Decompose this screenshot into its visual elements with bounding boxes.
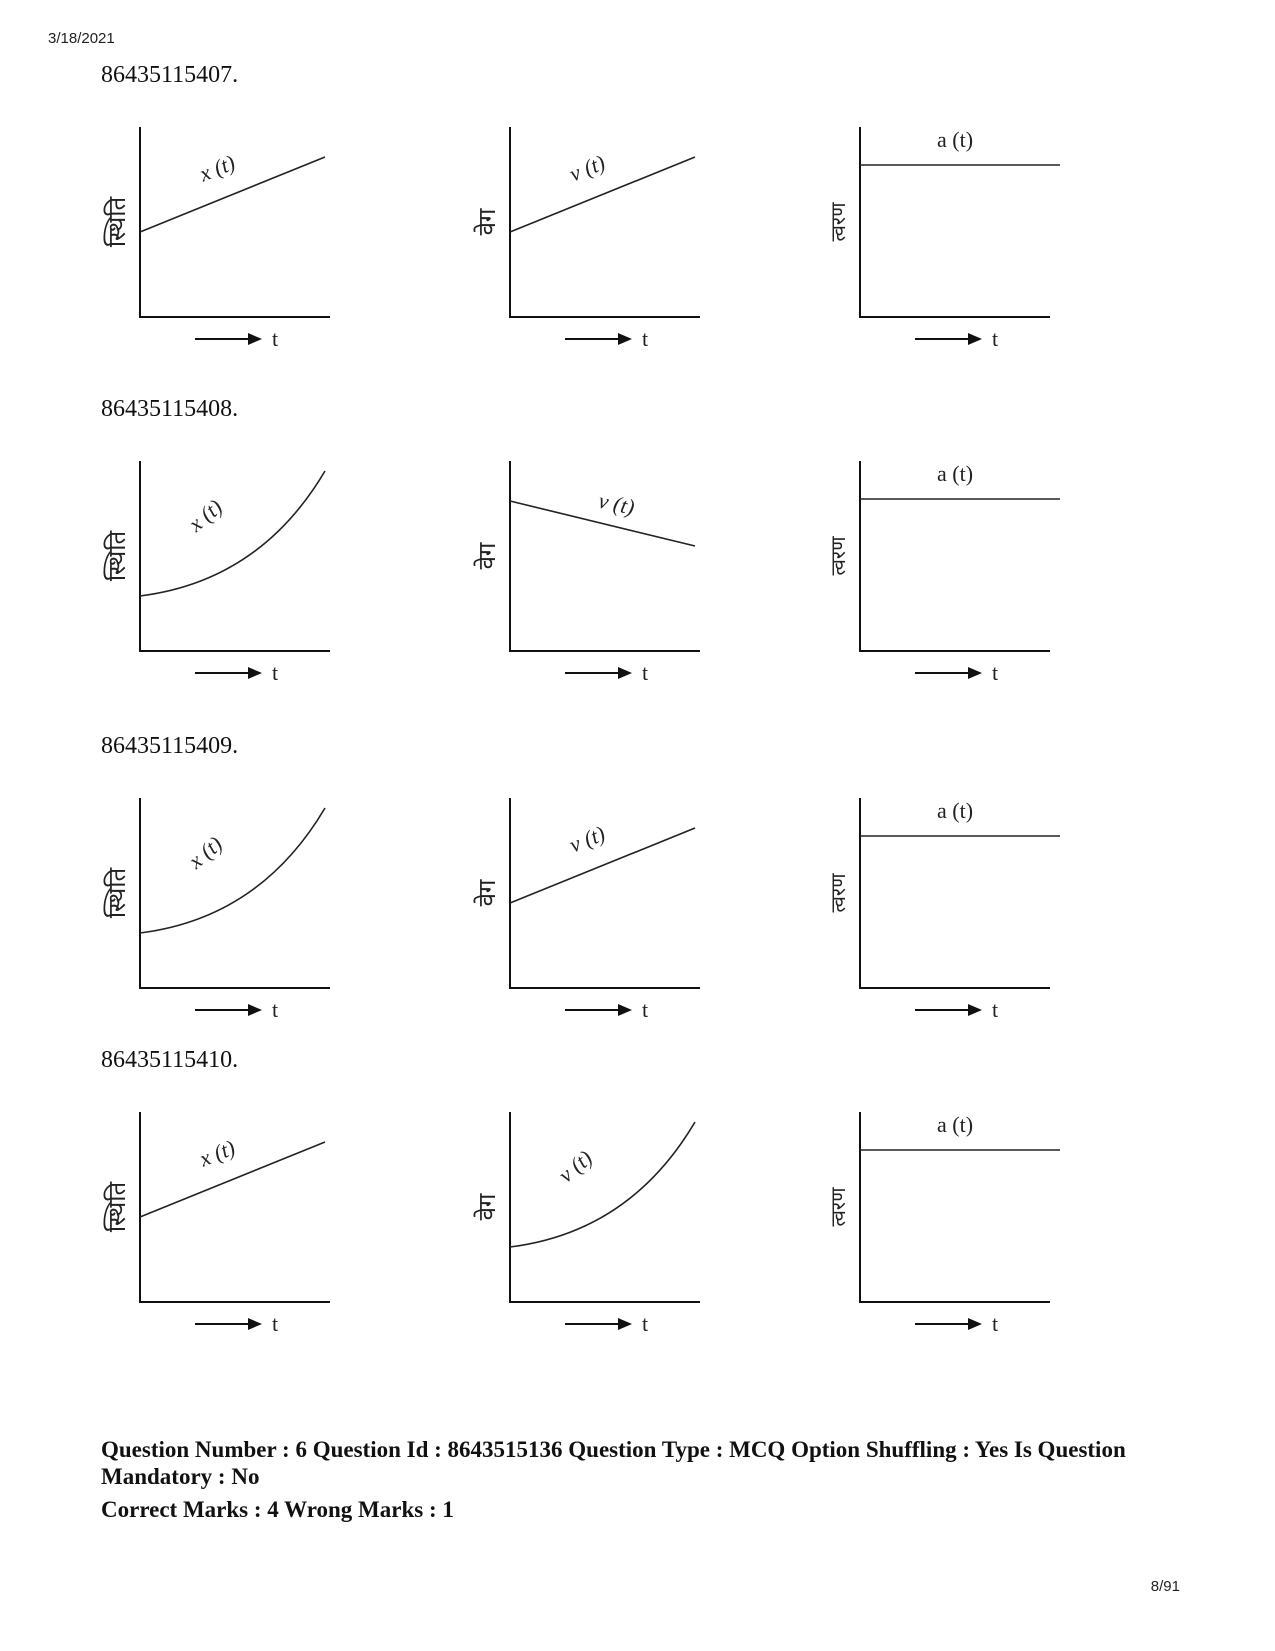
graph-axes: [140, 461, 330, 651]
time-arrow-head: [248, 1004, 262, 1016]
time-axis-label: t: [642, 326, 649, 351]
position-time-graph: [100, 1102, 400, 1347]
question-id-label: Question Id :: [312, 1437, 448, 1462]
graph-axes: [140, 1112, 330, 1302]
graph-axes: [860, 1112, 1050, 1302]
velocity-curve: [510, 1122, 695, 1247]
velocity-curve-label: v (t): [596, 487, 637, 520]
acceleration-time-graph: [820, 117, 1120, 362]
question-number: 6: [295, 1437, 307, 1462]
wrong-marks-label: Wrong Marks :: [284, 1497, 443, 1522]
page-number: 8/91: [1150, 1578, 1180, 1595]
velocity-curve-label: v (t): [565, 820, 609, 858]
time-arrow-head: [618, 667, 632, 679]
velocity-curve-label: v (t): [565, 149, 609, 187]
acceleration-curve-label: a (t): [936, 798, 974, 823]
time-arrow-head: [618, 333, 632, 345]
position-curve: [140, 808, 325, 933]
velocity-time-graph: [470, 451, 770, 696]
option-shuffling-label: Option Shuffling :: [791, 1437, 975, 1462]
velocity-time-graph: [470, 788, 770, 1033]
velocity-curve-label: v (t): [553, 1145, 598, 1188]
correct-marks: 4: [267, 1497, 279, 1522]
graph-axes: [140, 127, 330, 317]
time-axis-label: t: [642, 660, 649, 685]
wrong-marks: 1: [442, 1497, 454, 1522]
question-type: MCQ: [729, 1437, 786, 1462]
question-type-label: Question Type :: [568, 1437, 730, 1462]
time-axis-label: t: [992, 1311, 999, 1336]
question-meta-line-2: [101, 1496, 1131, 1523]
time-arrow-head: [248, 1318, 262, 1330]
position-time-graph: [100, 788, 400, 1033]
option-id: 86435115408.: [101, 396, 239, 422]
position-curve-label: x (t): [195, 1134, 239, 1172]
time-arrow-head: [248, 333, 262, 345]
correct-marks-label: Correct Marks :: [101, 1497, 268, 1522]
question-id: 8643515136: [447, 1437, 563, 1462]
position-time-graph: [100, 117, 400, 362]
time-axis-label: t: [272, 997, 279, 1022]
time-arrow-head: [248, 667, 262, 679]
position-curve-label: x (t): [195, 149, 239, 187]
time-axis-label: t: [272, 1311, 279, 1336]
time-arrow-head: [968, 1004, 982, 1016]
velocity-time-graph: [470, 117, 770, 362]
acceleration-axis-label: त्वरण: [828, 873, 850, 913]
time-arrow-head: [618, 1318, 632, 1330]
question-meta: [101, 1436, 1131, 1529]
option-id: 86435115407.: [101, 62, 239, 88]
time-arrow-head: [968, 1318, 982, 1330]
time-arrow-head: [968, 667, 982, 679]
position-time-graph: [100, 451, 400, 696]
time-axis-label: t: [272, 660, 279, 685]
graph-axes: [510, 1112, 700, 1302]
option-shuffling: Yes: [974, 1437, 1009, 1462]
time-axis-label: t: [992, 660, 999, 685]
graph-axes: [860, 798, 1050, 988]
velocity-axis-label: वेग: [475, 1193, 501, 1221]
acceleration-curve-label: a (t): [936, 461, 974, 486]
time-axis-label: t: [992, 997, 999, 1022]
acceleration-time-graph: [820, 1102, 1120, 1347]
print-date: 3/18/2021: [48, 30, 115, 47]
acceleration-time-graph: [820, 788, 1120, 1033]
acceleration-axis-label: त्वरण: [828, 1187, 850, 1227]
graph-axes: [510, 798, 700, 988]
graph-axes: [860, 461, 1050, 651]
question-number-label: Question Number :: [101, 1437, 296, 1462]
acceleration-axis-label: त्वरण: [828, 536, 850, 576]
mandatory-label: Is Question Mandatory :: [101, 1437, 1126, 1489]
time-axis-label: t: [642, 997, 649, 1022]
graph-axes: [510, 127, 700, 317]
acceleration-curve-label: a (t): [936, 127, 974, 152]
time-axis-label: t: [992, 326, 999, 351]
option-id: 86435115410.: [101, 1047, 239, 1073]
acceleration-axis-label: त्वरण: [828, 202, 850, 242]
position-axis-label: स्थिति: [105, 530, 131, 582]
question-meta-line-1: [101, 1436, 1131, 1490]
position-curve-label: x (t): [183, 494, 228, 537]
position-curve-label: x (t): [183, 831, 228, 874]
acceleration-curve-label: a (t): [936, 1112, 974, 1137]
position-axis-label: स्थिति: [105, 1181, 131, 1233]
velocity-axis-label: वेग: [475, 542, 501, 570]
graph-axes: [860, 127, 1050, 317]
time-arrow-head: [618, 1004, 632, 1016]
option-id: 86435115409.: [101, 733, 239, 759]
graph-axes: [140, 798, 330, 988]
velocity-axis-label: वेग: [475, 208, 501, 236]
position-axis-label: स्थिति: [105, 196, 131, 248]
time-axis-label: t: [272, 326, 279, 351]
time-axis-label: t: [642, 1311, 649, 1336]
mandatory-value: No: [231, 1464, 260, 1489]
acceleration-time-graph: [820, 451, 1120, 696]
position-axis-label: स्थिति: [105, 867, 131, 919]
velocity-time-graph: [470, 1102, 770, 1347]
position-curve: [140, 471, 325, 596]
velocity-axis-label: वेग: [475, 879, 501, 907]
time-arrow-head: [968, 333, 982, 345]
